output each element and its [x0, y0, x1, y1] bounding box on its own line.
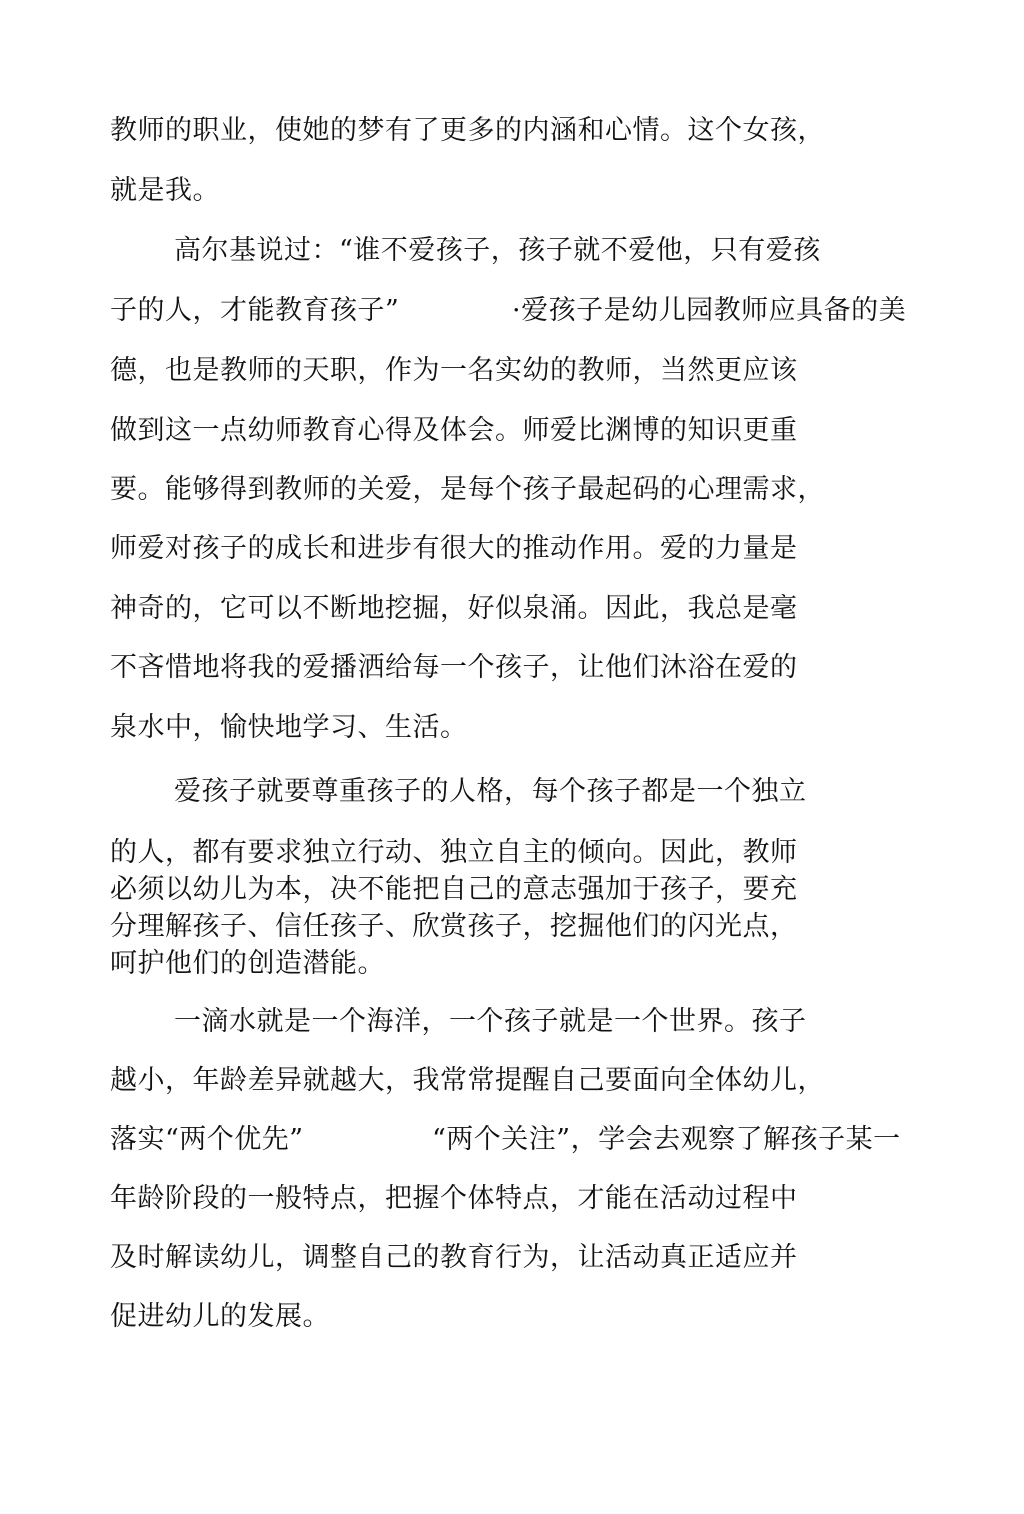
text-line: 促进幼儿的发展。 — [110, 1301, 330, 1332]
text-line-continuation: ·爱孩子是幼儿园教师应具备的美 — [512, 295, 907, 326]
text-line: 及时解读幼儿，调整自己的教育行为，让活动真正适应并 — [110, 1242, 798, 1273]
text-line: 教师的职业，使她的梦有了更多的内涵和心情。这个女孩， — [110, 115, 825, 146]
text-line: 泉水中，愉快地学习、生活。 — [110, 712, 468, 743]
text-line: 分理解孩子、信任孩子、欣赏孩子，挖掘他们的闪光点， — [110, 911, 798, 942]
text-line: 要。能够得到教师的关爱，是每个孩子最起码的心理需求， — [110, 474, 825, 505]
text-line: 高尔基说过：“谁不爱孩子，孩子就不爱他，只有爱孩 — [174, 235, 821, 266]
text-line: 必须以幼儿为本，决不能把自己的意志强加于孩子，要充 — [110, 874, 798, 905]
text-line: 的人，都有要求独立行动、独立自主的倾向。因此，教师 — [110, 837, 798, 868]
text-line: 师爱对孩子的成长和进步有很大的推动作用。爱的力量是 — [110, 533, 798, 564]
text-line: 不吝惜地将我的爱播洒给每一个孩子，让他们沐浴在爱的 — [110, 652, 798, 683]
text-line: 落实“两个优先” — [110, 1124, 304, 1155]
text-line: 一滴水就是一个海洋，一个孩子就是一个世界。孩子 — [174, 1006, 807, 1037]
text-line: 就是我。 — [110, 175, 220, 206]
text-line: 神奇的，它可以不断地挖掘，好似泉涌。因此，我总是毫 — [110, 593, 798, 624]
text-line-continuation: “两个关注”，学会去观察了解孩子某一 — [432, 1124, 901, 1155]
text-line: 做到这一点幼师教育心得及体会。师爱比渊博的知识更重 — [110, 415, 798, 446]
text-line: 爱孩子就要尊重孩子的人格，每个孩子都是一个独立 — [174, 776, 807, 807]
text-line: 呵护他们的创造潜能。 — [110, 948, 385, 979]
text-line: 越小，年龄差异就越大，我常常提醒自己要面向全体幼儿， — [110, 1065, 825, 1096]
text-line: 子的人，才能教育孩子” — [110, 295, 400, 326]
text-line: 德，也是教师的天职，作为一名实幼的教师，当然更应该 — [110, 355, 798, 386]
text-line: 年龄阶段的一般特点，把握个体特点，才能在活动过程中 — [110, 1183, 798, 1214]
